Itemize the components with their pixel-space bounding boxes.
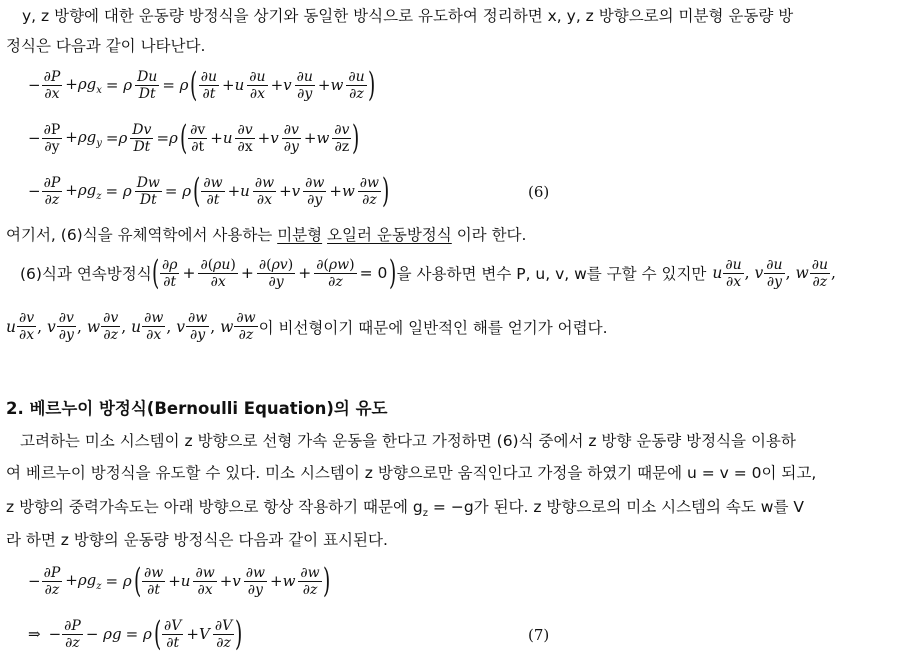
paragraph-4-line-3-b: = −g가 된다. z 방향으로의 미소 시스템의 속도 w를 V — [428, 498, 804, 516]
paragraph-3-prefix: (6)식과 연속방정식 — [20, 265, 152, 283]
paragraph-2 — [6, 225, 526, 245]
equation-z-momentum: − $\frac{\partial P}{\partial z}$ $+\rho g_z$ = ρ $\frac{Dw}{Dt}$ = ρ ( $\frac{\partial w}{\partial t}$ +u $\frac{\partial w}{\partial x}$ +v $\frac{\partial w}{\partial y}$ +w $\frac{\partial w}{\partial z}$ ) — [28, 171, 390, 211]
equation-7-label: (7) — [528, 626, 550, 644]
nonlinear-terms-b: u $\frac{\partial v}{\partial x}$ , v $\frac{\partial v}{\partial y}$ , w $\frac{\partial v}{\partial z}$ , u $\frac{\partial w}{\partial x}$ , v $\frac{\partial w}{\partial y}$ , w $\frac{\partial w}{\partial z}$ — [6, 310, 256, 343]
equation-x-momentum: − $\frac{\partial P}{\partial x}$ $+\rho g_x$ = ρ $\frac{Du}{Dt}$ = ρ ( $\frac{\partial u}{\partial t}$ +u $\frac{\partial u}{\partial x}$ +v $\frac{\partial u}{\partial y}$ +w $\frac{\partial u}{\partial z}$ ) — [28, 65, 375, 105]
paragraph-1-line-2: 정식은 다음과 같이 나타난다. — [6, 37, 206, 55]
equation-y-momentum: − $\frac{\partial P}{\partial y}$ $+\rho g_y$ =ρ $\frac{Dv}{Dt}$ =ρ ( $\frac{\partial v}{\partial t}$ +u $\frac{\partial v}{\partial x}$ +v $\frac{\partial v}{\partial y}$ +w $\frac{\partial v}{\partial z}$ ) — [28, 118, 360, 158]
nonlinear-terms-a: u $\frac{\partial u}{\partial x}$ , v $\frac{\partial u}{\partial y}$ , w $\frac{\partial u}{\partial z}$ , — [712, 256, 836, 290]
subscript-z: z — [422, 508, 428, 520]
paragraph-3-line-1: (6)식과 연속방정식 ( $\frac{\partial\rho}{\partial t}$ + $\frac{\partial(\rho u)}{\partial x}$ + $\frac{\partial(\rho v)}{\partial y}$ + $\frac{\partial(\rho w)}{\partial z}$ = 0 ) 을 사용하면 변수 P, u, v, w를 구할 수 있지만 u $\frac{\partial u}{\partial x}$ , v $\frac{\partial u}{\partial y}$ , w $\frac{\partial u}{\partial z}$ , — [20, 253, 836, 293]
section-heading: 2. 베르누이 방정식(Bernoulli Equation)의 유도 — [6, 399, 388, 418]
paragraph-3-line-2 — [6, 310, 608, 343]
implies-arrow: ⇒ — [28, 625, 41, 643]
paragraph-4-line-4: 라 하면 z 방향의 운동량 방정식은 다음과 같이 표시된다. — [6, 531, 388, 549]
term-euler-equation: 오일러 운동방정식 — [327, 226, 452, 244]
paragraph-2-prefix: 여기서, (6)식을 유체역학에서 사용하는 — [6, 226, 278, 244]
paragraph-4-line-3-a: z 방향의 중력가속도는 아래 방향으로 항상 작용하기 때문에 g — [6, 498, 423, 516]
paragraph-4-line-3 — [6, 497, 804, 524]
paragraph-4-line-2: 여 베르누이 방정식을 유도할 수 있다. 미소 시스템이 z 방향으로만 움직인다고 가정을 하였기 때문에 u = v = 0이 되고, — [6, 464, 817, 482]
equation-6-label: (6) — [528, 183, 550, 201]
paragraph-4-line-1: 고려하는 미소 시스템이 z 방향으로 선형 가속 운동을 한다고 가정하면 (6)식 중에서 z 방향 운동량 방정식을 이용하 — [20, 432, 796, 450]
equation-z-momentum-simplified: − $\frac{\partial P}{\partial z}$ $+\rho g_z$ = ρ ( $\frac{\partial w}{\partial t}$ +u $\frac{\partial w}{\partial x}$ +v $\frac{\partial w}{\partial y}$ +w $\frac{\partial w}{\partial z}$ ) — [28, 561, 330, 601]
equation-7: ⇒ − $\frac{\partial P}{\partial z}$ − ρg = ρ ( $\frac{\partial V}{\partial t}$ +V $\frac{\partial V}{\partial z}$ ) — [28, 614, 243, 654]
paragraph-3-line-2-suffix: 이 비선형이기 때문에 일반적인 해를 얻기가 어렵다. — [258, 318, 608, 337]
continuity-equals-zero: = 0 — [359, 264, 388, 282]
paragraph-3-mid: 을 사용하면 변수 P, u, v, w를 구할 수 있지만 — [396, 265, 707, 283]
paragraph-1-line-1: y, z 방향에 대한 운동량 방정식을 상기와 동일한 방식으로 유도하여 정리하면 x, y, z 방향으로의 미분형 운동량 방 — [22, 7, 794, 25]
paragraph-2-suffix: 이라 한다. — [451, 226, 527, 244]
term-differential-form: 미분형 — [277, 226, 323, 244]
